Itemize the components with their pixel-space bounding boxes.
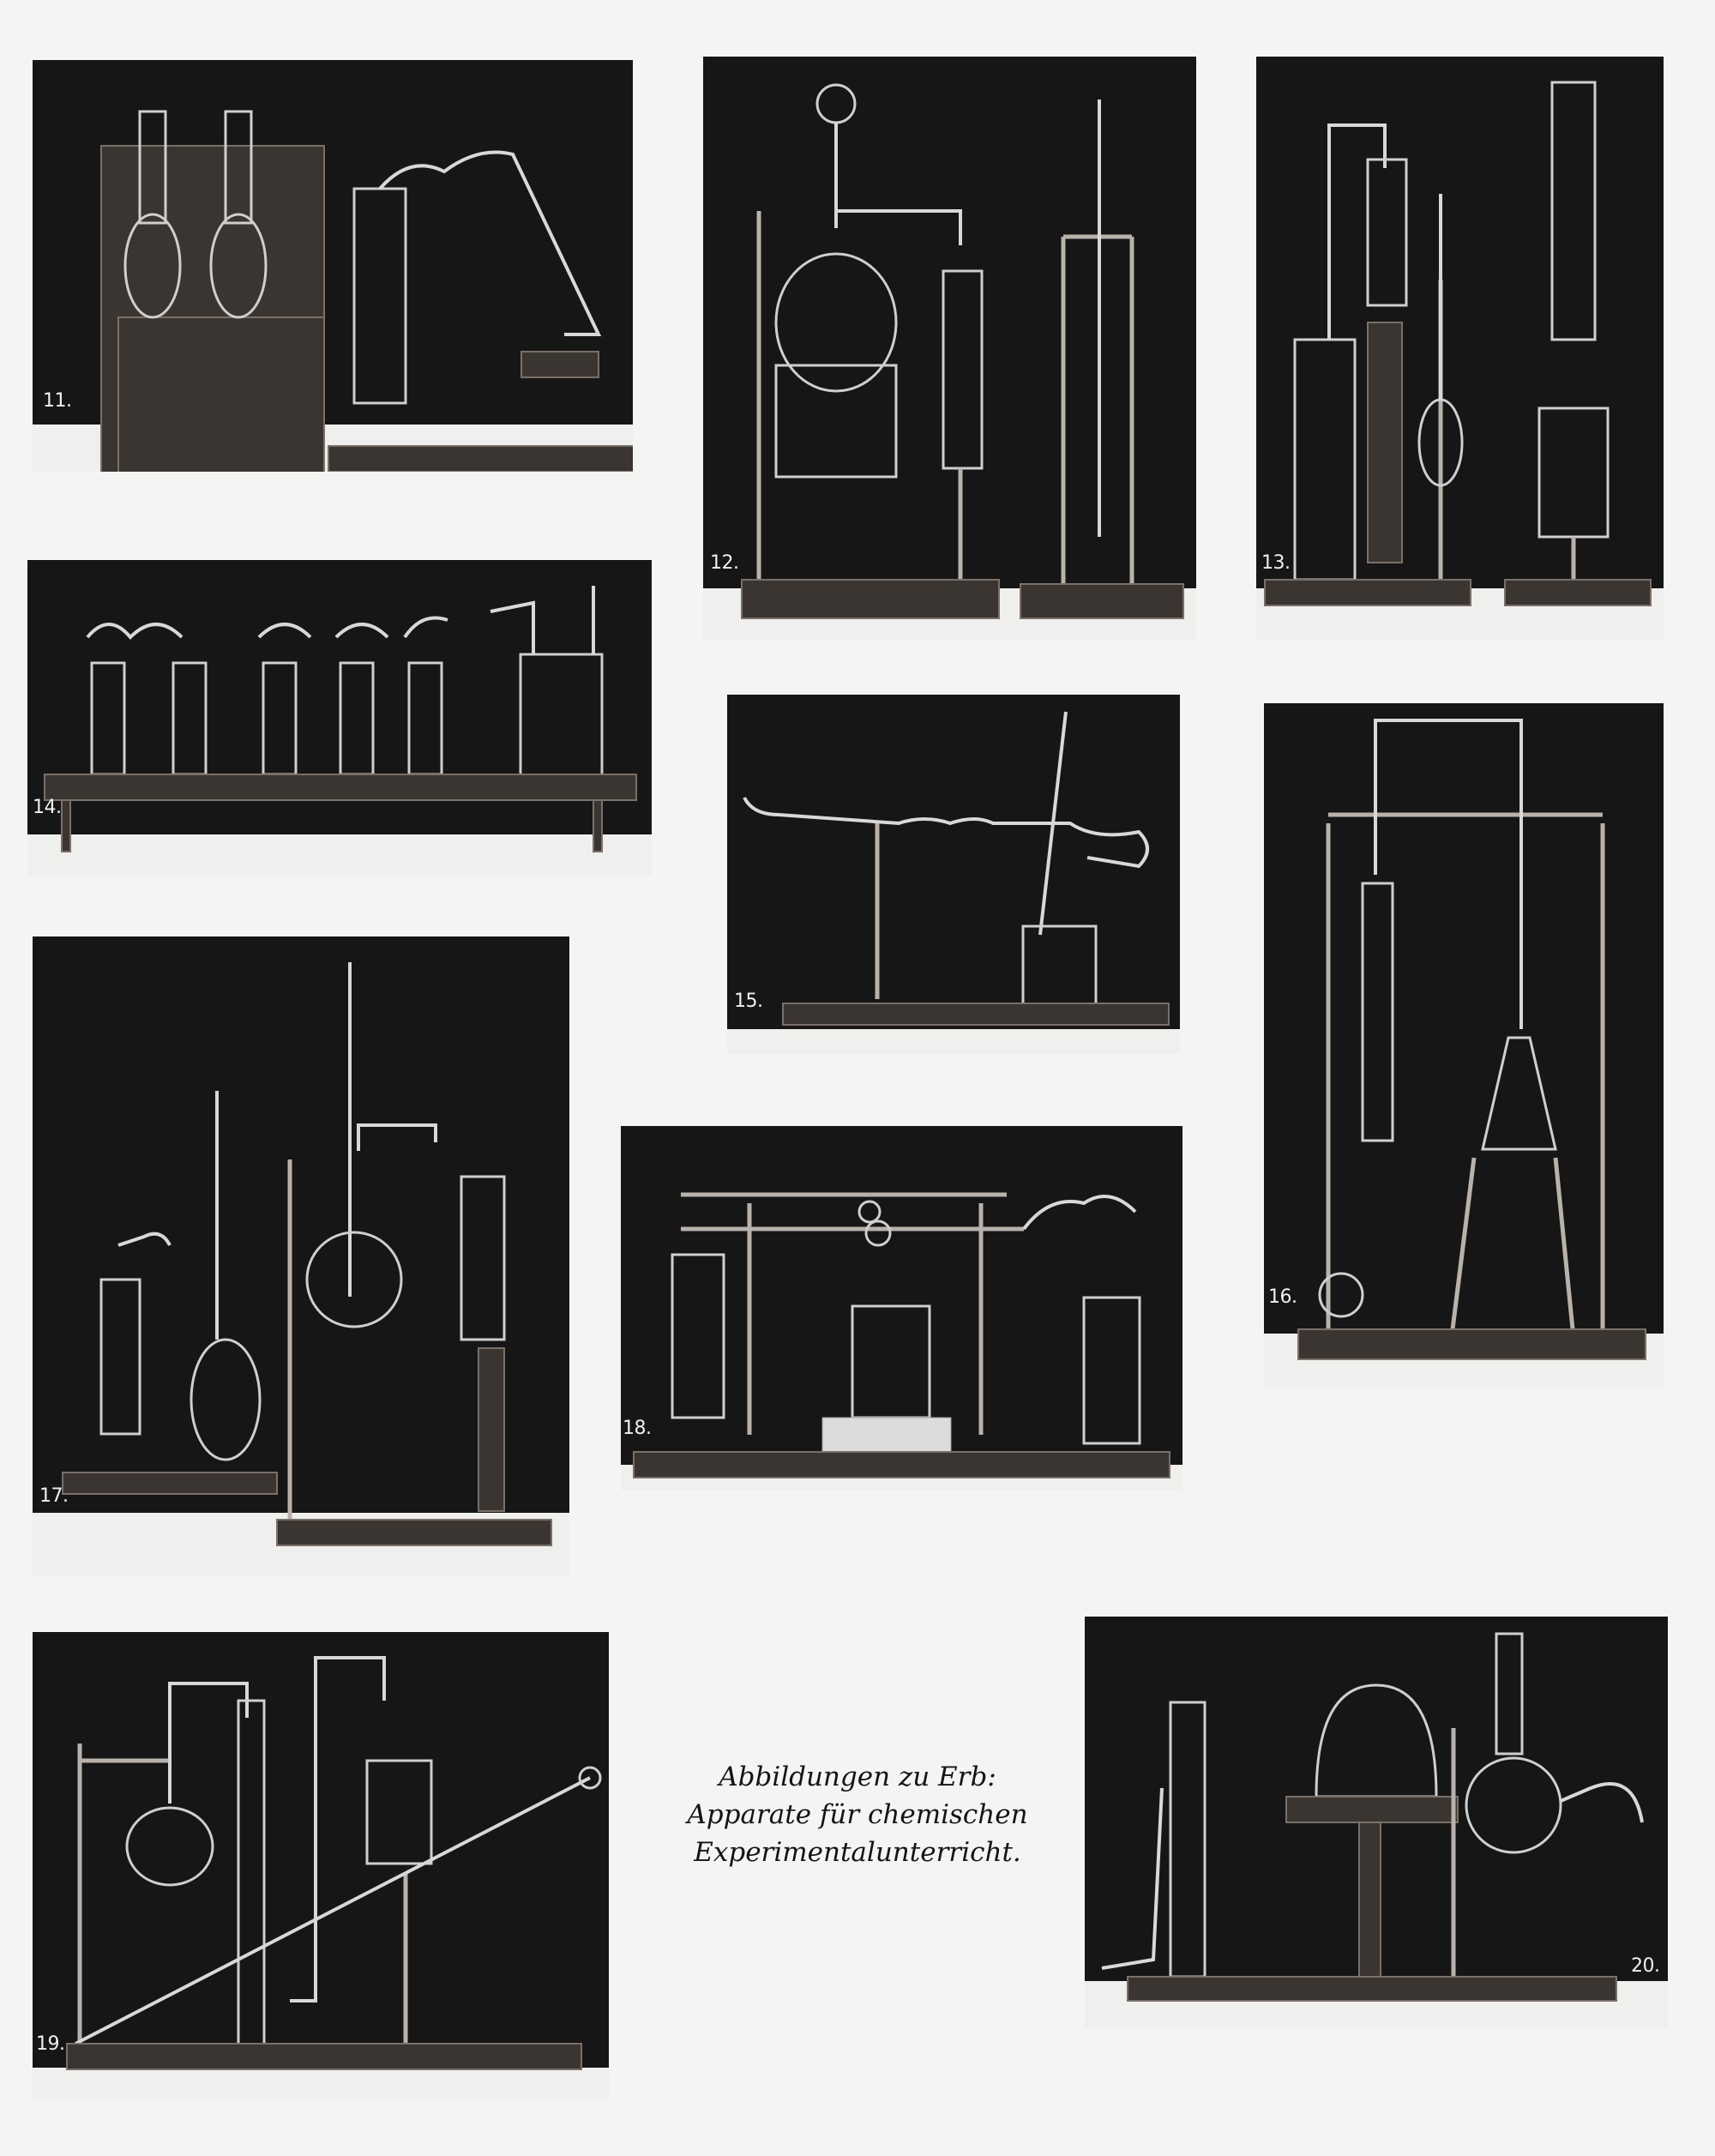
figure-14-number: 14. — [33, 797, 62, 818]
figure-11-apparatus — [33, 60, 633, 472]
caption-line-2: Apparate für chemischen — [687, 1799, 1028, 1830]
figure-16-apparatus — [1264, 703, 1664, 1388]
figure-14-photo — [27, 560, 652, 876]
figure-18-number: 18. — [623, 1418, 652, 1439]
figure-16-photo — [1264, 703, 1664, 1388]
figure-13-apparatus — [1256, 57, 1664, 640]
caption-line-1: Abbildungen zu Erb: — [719, 1762, 996, 1792]
figure-18-photo — [621, 1126, 1182, 1491]
figure-17-apparatus — [33, 936, 569, 1575]
figure-19-apparatus — [33, 1632, 609, 2099]
figure-13-number: 13. — [1261, 552, 1291, 574]
figure-15-number: 15. — [734, 991, 763, 1012]
figure-20-number: 20. — [1631, 1955, 1660, 1977]
figure-12-apparatus — [703, 57, 1196, 640]
figure-16-number: 16. — [1268, 1286, 1297, 1308]
figure-15-apparatus — [727, 695, 1180, 1053]
figure-17-number: 17. — [39, 1485, 69, 1507]
figure-12-number: 12. — [710, 552, 739, 574]
figure-19-number: 19. — [36, 2033, 65, 2055]
figure-11-photo — [33, 60, 633, 472]
figure-15-photo — [727, 695, 1180, 1053]
plate-caption — [669, 1758, 1046, 1871]
figure-13-photo — [1256, 57, 1664, 640]
figure-17-photo — [33, 936, 569, 1575]
figure-18-apparatus — [621, 1126, 1182, 1491]
figure-11-number: 11. — [43, 390, 72, 412]
figure-20-photo — [1085, 1617, 1668, 2028]
figure-12-photo — [703, 57, 1196, 640]
caption-line-3: Experimentalunterricht. — [694, 1837, 1021, 1868]
figure-20-apparatus — [1085, 1617, 1668, 2028]
figure-19-photo — [33, 1632, 609, 2099]
figure-14-apparatus — [27, 560, 652, 876]
